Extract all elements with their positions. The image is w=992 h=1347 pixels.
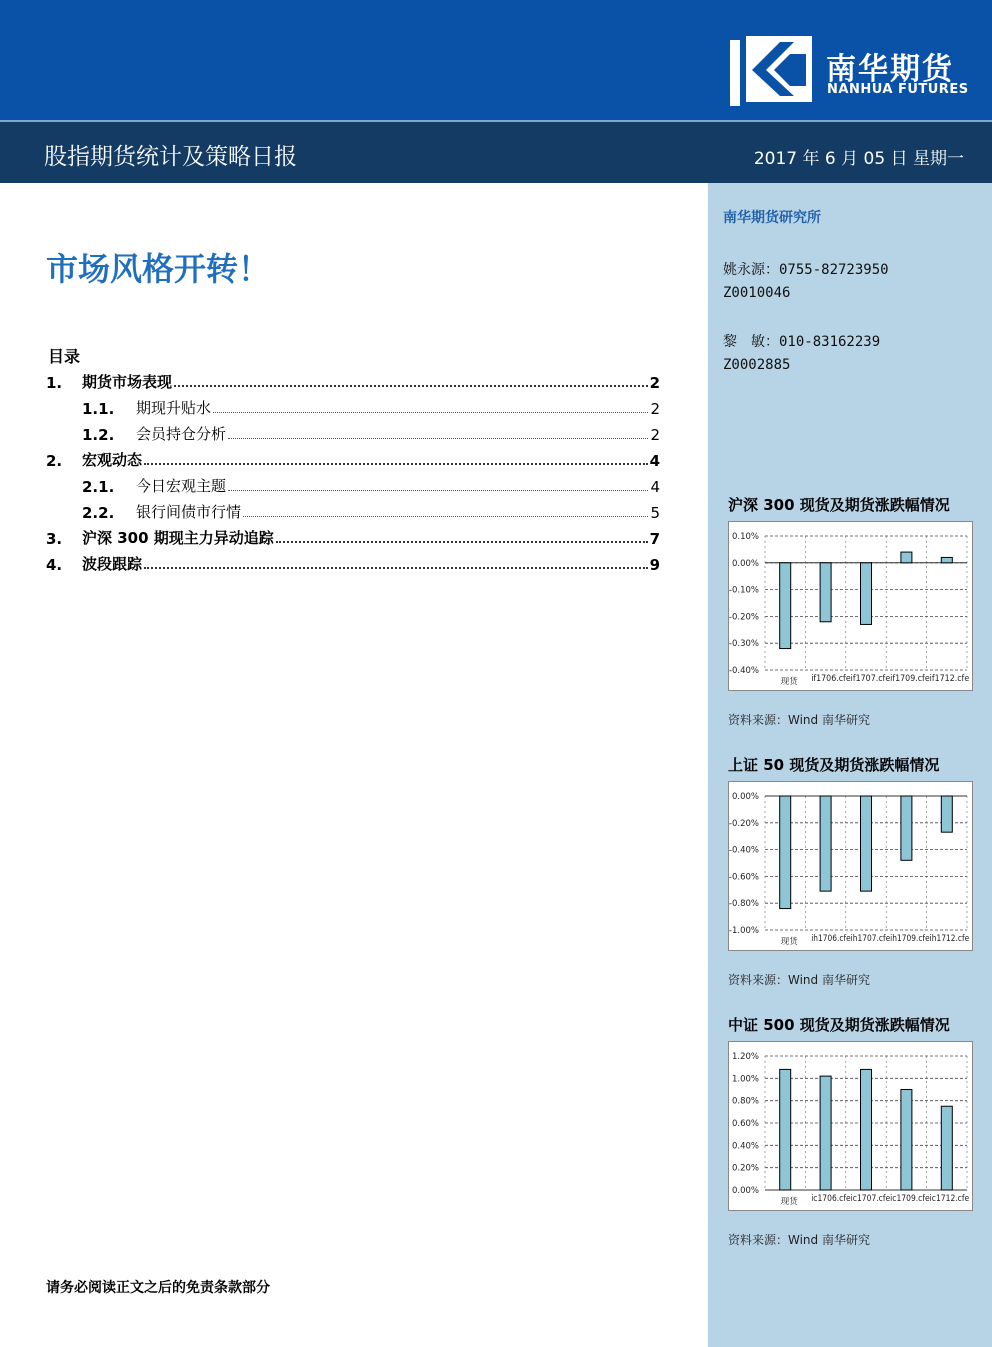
- disclaimer-note: 请务必阅读正文之后的免责条款部分: [46, 1280, 270, 1296]
- bar: [941, 557, 952, 562]
- toc-number: 1.2.: [82, 426, 115, 444]
- toc-item[interactable]: [46, 446, 660, 470]
- y-tick-label: 0.00%: [731, 1186, 759, 1196]
- toc-label: 银行间债市行情: [136, 503, 242, 521]
- toc-label: 今日宏观主题: [136, 477, 227, 495]
- bar: [861, 796, 872, 891]
- y-tick-label: 0.20%: [731, 1163, 759, 1174]
- toc-page: 2: [649, 374, 660, 392]
- bar: [901, 796, 912, 860]
- y-tick-label: 0.40%: [731, 1141, 759, 1152]
- report-date: 2017 年 6 月 05 日 星期一: [753, 149, 964, 169]
- chart-title: 上证 50 现货及期货涨跌幅情况: [728, 756, 940, 774]
- x-tick-label: ic1706.cfeic1707.cfeic1709.cfeic1712.cfe: [811, 1194, 970, 1204]
- logo-text-cn: 南华期货: [826, 52, 954, 87]
- contact-2-phone: 黎 敏：010-83162239: [723, 334, 881, 350]
- chart-title: 沪深 300 现货及期货涨跌幅情况: [728, 496, 950, 514]
- toc-leader: [243, 516, 648, 517]
- x-tick-label: ih1706.cfeih1707.cfeih1709.cfeih1712.cfe: [811, 934, 970, 944]
- chart-source: 资料来源：Wind 南华研究: [728, 973, 870, 987]
- toc-number: 2.: [46, 452, 63, 470]
- contact-1-id: Z0010046: [723, 285, 791, 301]
- toc-label: 宏观动态: [82, 451, 143, 469]
- bar: [901, 1090, 912, 1191]
- bar-chart-sz50: [729, 782, 972, 950]
- logo-text-en: NANHUA FUTURES: [827, 82, 969, 97]
- toc-label: 会员持仓分析: [136, 425, 227, 443]
- toc-page: 4: [650, 478, 660, 496]
- toc-leader: [174, 385, 648, 387]
- toc-label: 沪深 300 期现主力异动追踪: [82, 529, 274, 547]
- toc-number: 2.1.: [82, 478, 115, 496]
- chart-block-sz50: [728, 754, 974, 988]
- chart-box: [728, 521, 973, 691]
- y-tick-label: -0.60%: [728, 872, 759, 883]
- chart-box: [728, 781, 973, 951]
- toc-page: 4: [649, 452, 660, 470]
- y-tick-label: -1.00%: [728, 926, 759, 936]
- contact-2-id: Z0002885: [723, 357, 791, 373]
- y-tick-label: 0.00%: [731, 558, 759, 569]
- toc-leader: [276, 541, 648, 543]
- y-tick-label: -0.40%: [728, 845, 759, 856]
- y-tick-label: -0.30%: [728, 639, 759, 650]
- toc-page: 5: [650, 504, 660, 522]
- nanhua-logo: [728, 34, 988, 110]
- chart-block-hs300: [728, 494, 974, 728]
- report-title-bar: [0, 120, 992, 183]
- toc-leader: [213, 412, 648, 413]
- toc-item[interactable]: [46, 524, 660, 548]
- toc-leader: [144, 463, 648, 465]
- toc-item[interactable]: [46, 420, 660, 444]
- bar: [941, 796, 952, 832]
- bar: [901, 552, 912, 563]
- y-tick-label: 0.60%: [731, 1119, 759, 1129]
- toc-page: 7: [649, 530, 660, 548]
- toc-number: 1.1.: [82, 400, 115, 418]
- report-title: 股指期货统计及策略日报: [44, 144, 297, 170]
- toc-item[interactable]: [46, 368, 660, 392]
- bar: [780, 563, 791, 649]
- toc-label: 波段跟踪: [82, 555, 143, 573]
- y-tick-label: -0.80%: [728, 899, 759, 910]
- bar: [820, 796, 831, 891]
- y-tick-label: 0.00%: [731, 792, 759, 802]
- bar: [780, 796, 791, 909]
- toc-leader: [144, 567, 648, 569]
- top-banner: [0, 0, 992, 120]
- toc-page: 2: [650, 426, 660, 444]
- logo-mark-icon: [728, 34, 814, 110]
- x-tick-label: 现货: [780, 677, 798, 687]
- toc-number: 2.2.: [82, 504, 115, 522]
- toc-number: 4.: [46, 556, 63, 574]
- toc-page: 2: [650, 400, 660, 418]
- bar: [820, 1076, 831, 1190]
- x-tick-label: 现货: [780, 1197, 798, 1207]
- toc-number: 3.: [46, 530, 63, 548]
- toc-leader: [228, 490, 648, 491]
- y-tick-label: 1.00%: [731, 1074, 759, 1085]
- bar-chart-zz500: [729, 1042, 972, 1210]
- toc-label: 期货市场表现: [82, 373, 173, 391]
- chart-block-zz500: [728, 1014, 974, 1248]
- chart-box: [728, 1041, 973, 1211]
- toc-item[interactable]: [46, 472, 660, 496]
- toc-item[interactable]: [46, 498, 660, 522]
- contact-1-phone: 姚永源：0755-82723950: [723, 262, 889, 278]
- bar-chart-hs300: [729, 522, 972, 690]
- toc-leader: [228, 438, 648, 439]
- institute-name: 南华期货研究所: [723, 210, 821, 226]
- y-tick-label: -0.40%: [728, 666, 759, 676]
- chart-source: 资料来源：Wind 南华研究: [728, 713, 870, 727]
- bar: [861, 563, 872, 625]
- toc-heading: 目录: [48, 347, 81, 366]
- chart-title: 中证 500 现货及期货涨跌幅情况: [728, 1016, 950, 1034]
- y-tick-label: 0.10%: [731, 532, 759, 542]
- y-tick-label: 1.20%: [731, 1052, 759, 1062]
- toc-item[interactable]: [46, 394, 660, 418]
- toc-label: 期现升贴水: [136, 399, 212, 417]
- bar: [861, 1069, 872, 1190]
- toc-item[interactable]: [46, 550, 660, 574]
- toc-number: 1.: [46, 374, 63, 392]
- y-tick-label: -0.20%: [728, 612, 759, 623]
- chart-source: 资料来源：Wind 南华研究: [728, 1233, 870, 1247]
- bar: [820, 563, 831, 622]
- x-tick-label: 现货: [780, 937, 798, 947]
- y-tick-label: 0.80%: [731, 1096, 759, 1107]
- y-tick-label: -0.10%: [728, 585, 759, 596]
- toc-page: 9: [649, 556, 660, 574]
- y-tick-label: -0.20%: [728, 818, 759, 829]
- bar: [941, 1106, 952, 1190]
- x-tick-label: if1706.cfeif1707.cfeif1709.cfeif1712.cfe: [811, 674, 970, 684]
- bar: [780, 1069, 791, 1190]
- main-title: 市场风格开转！: [46, 250, 271, 288]
